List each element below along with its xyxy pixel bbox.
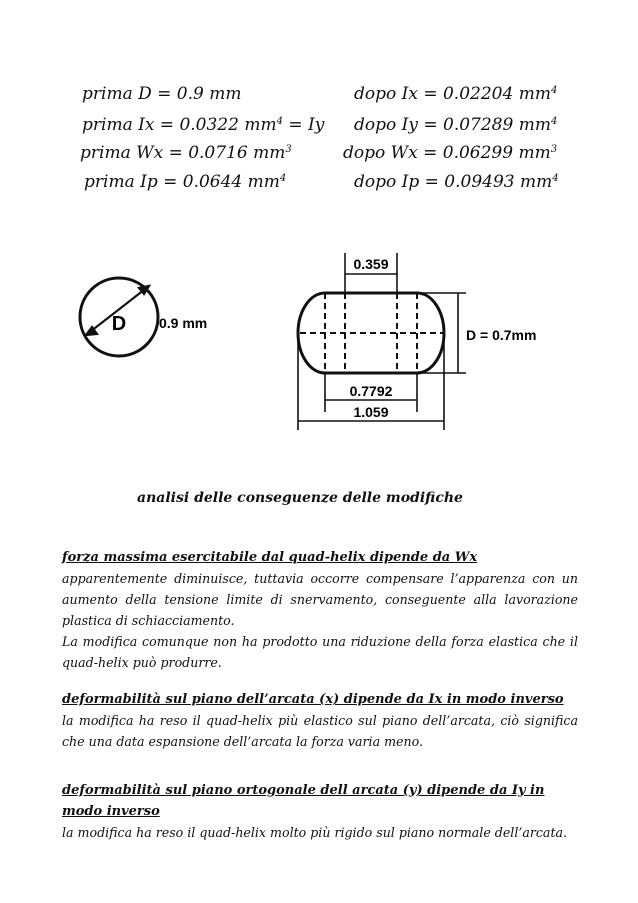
top-dim-label: 0.359: [353, 256, 389, 272]
prima-ix: prima Ix = 0.0322 $mm^4 = Iy$: [82, 115, 325, 135]
height-dim-label: D = 0.7mm: [466, 327, 537, 343]
paragraph: apparentemente diminuisce, tuttavia occorre compensare l’apparenza con un aumento della tensione limite di snervamento, conseguente alla lavorazione plastica di schiacciamento.: [62, 571, 578, 628]
cross-section-figure: [0, 0, 638, 440]
dopo-wx: dopo Wx = 0.06299 $mm^3$: [343, 143, 558, 163]
section-deform-x: [62, 689, 578, 752]
prima-ip: prima Ip = 0.0644 $mm^4$: [84, 172, 287, 192]
section-heading: deformabilità sul piano dell’arcata (x) dipende da Ix in modo inverso: [62, 692, 564, 707]
outer-width-label: 1.059: [353, 404, 389, 420]
circle-d-label: D: [111, 313, 127, 335]
section-force: [62, 547, 578, 673]
dopo-ix: dopo Ix = 0.02204 $mm^4$: [354, 84, 558, 104]
circle-dim-label: 0.9 mm: [159, 315, 208, 331]
prima-wx: prima Wx = 0.0716 $mm^3$: [80, 143, 292, 163]
inner-width-label: 0.7792: [349, 383, 393, 399]
section-deform-y: [62, 780, 578, 843]
paragraph: la modifica ha reso il quad-helix molto più rigido sul piano normale dell’arcata.: [62, 825, 568, 840]
dopo-iy: dopo Iy = 0.07289 $mm^4$: [354, 115, 558, 135]
section-heading: deformabilità sul piano ortogonale dell arcata (y) dipende da Iy in modo inverso: [62, 783, 545, 819]
paragraph: la modifica ha reso il quad-helix più elastico sul piano dell’arcata, ciò significa che una data espansione dell’arcata la forza varia meno.: [62, 713, 578, 749]
section-heading: forza massima esercitabile dal quad-helix dipende da Wx: [62, 550, 478, 565]
section-subtitle: analisi delle conseguenze delle modifiche: [137, 490, 463, 506]
dopo-ip: dopo Ip = 0.09493 $mm^4$: [354, 172, 559, 192]
paragraph: La modifica comunque non ha prodotto una riduzione della forza elastica che il quad-helix può produrre.: [62, 634, 578, 670]
prima-d: prima D = 0.9 mm: [82, 84, 242, 104]
